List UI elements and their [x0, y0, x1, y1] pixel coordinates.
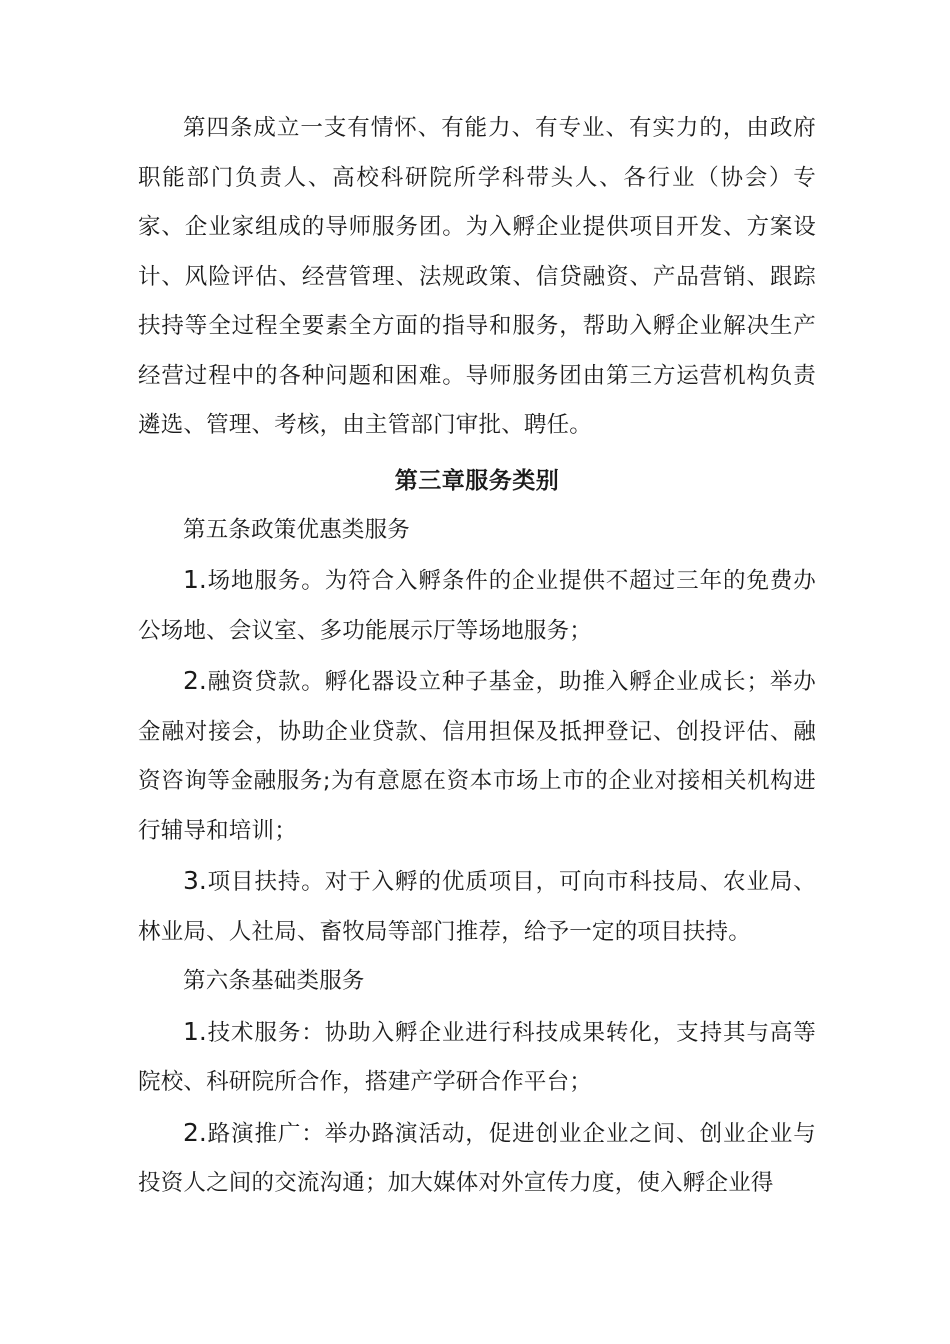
chapter-3-heading: 第三章服务类别	[394, 467, 560, 494]
item-number: 1.	[183, 565, 207, 594]
item-number: 2.	[183, 1117, 207, 1147]
article-6-item-1	[138, 1007, 816, 1108]
article-6-title: 第六条基础类服务	[183, 968, 365, 994]
document-page	[138, 104, 816, 1209]
item-text: 项目扶持。对于入孵的优质项目，可向市科技局、农业局、林业局、人社局、畜牧局等部门推荐，给予一定的项目扶持。	[138, 869, 816, 945]
article-6-item-2	[138, 1108, 816, 1209]
item-number: 2.	[183, 666, 207, 695]
article-5-item-1	[138, 555, 816, 656]
article-4-paragraph: 第四条成立一支有情怀、有能力、有专业、有实力的，由政府职能部门负责人、高校科研院所学科带头人、各行业（协会）专家、企业家组成的导师服务团。为入孵企业提供项目开发、方案设计、风险评估、经营管理、法规政策、信贷融资、产品营销、跟踪扶持等全过程全要素全方面的指导和服务，帮助入孵企业解决生产经营过程中的各种问题和困难。导师服务团由第三方运营机构负责遴选、管理、考核，由主管部门审批、聘任。	[138, 115, 816, 438]
article-5-item-2	[138, 656, 816, 856]
item-text: 融资贷款。孵化器设立种子基金，助推入孵企业成长；举办金融对接会，协助企业贷款、信用担保及抵押登记、创投评估、融资咨询等金融服务;为有意愿在资本市场上市的企业对接相关机构进行辅导和培训；	[138, 669, 816, 844]
item-number: 1.	[183, 1016, 207, 1046]
article-5-title: 第五条政策优惠类服务	[183, 516, 411, 543]
item-text: 路演推广：举办路演活动，促进创业企业之间、创业企业与投资人之间的交流沟通；加大媒体对外宣传力度，使入孵企业得	[138, 1120, 816, 1196]
item-number: 3.	[183, 866, 207, 895]
article-5-item-3	[138, 856, 816, 957]
item-text: 场地服务。为符合入孵条件的企业提供不超过三年的免费办公场地、会议室、多功能展示厅等场地服务；	[138, 568, 816, 644]
item-text: 技术服务：协助入孵企业进行科技成果转化，支持其与高等院校、科研院所合作，搭建产学研合作平台；	[138, 1019, 816, 1095]
